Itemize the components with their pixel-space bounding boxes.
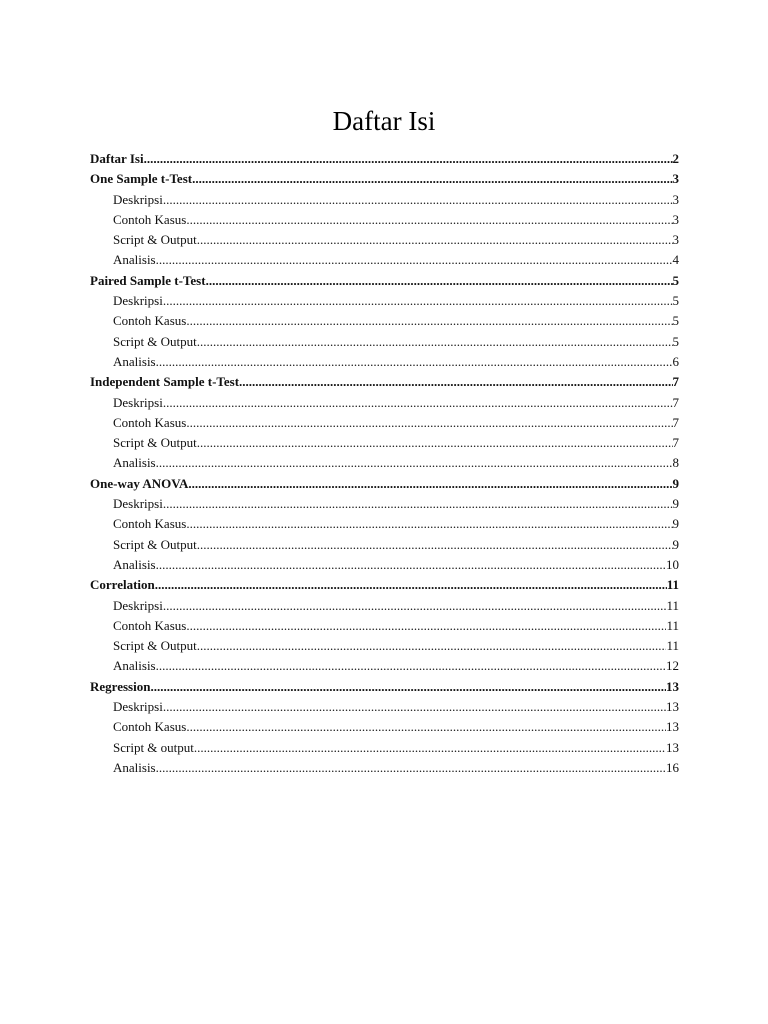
toc-entry-label: Contoh Kasus: [113, 617, 187, 633]
table-of-contents: [90, 149, 679, 778]
toc-subentry[interactable]: [90, 616, 679, 636]
toc-entry-label: Deskripsi: [113, 293, 163, 309]
toc-entry-page-number: 4: [672, 252, 679, 268]
toc-entry-label: Script & Output: [113, 536, 197, 552]
toc-entry-label: Deskripsi: [113, 597, 163, 613]
toc-subentry[interactable]: [90, 352, 679, 372]
toc-subentry[interactable]: [90, 656, 679, 676]
toc-dot-leader: [197, 433, 673, 453]
toc-heading-entry[interactable]: [90, 677, 679, 697]
toc-entry-page-number: 3: [672, 171, 679, 187]
toc-entry-page-number: 6: [672, 353, 679, 369]
page-title: Daftar Isi: [332, 106, 436, 136]
toc-dot-leader: [197, 230, 673, 250]
toc-dot-leader: [197, 636, 667, 656]
toc-dot-leader: [186, 514, 672, 534]
toc-heading-entry[interactable]: [90, 149, 679, 169]
toc-entry-label: Paired Sample t-Test: [90, 272, 206, 288]
toc-subentry[interactable]: [90, 413, 679, 433]
toc-entry-label: Analisis: [113, 252, 156, 268]
toc-entry-page-number: 5: [672, 293, 679, 309]
toc-entry-page-number: 9: [672, 516, 679, 532]
toc-dot-leader: [163, 393, 673, 413]
toc-entry-page-number: 9: [672, 496, 679, 512]
toc-entry-label: Analisis: [113, 759, 156, 775]
toc-subentry[interactable]: [90, 453, 679, 473]
toc-dot-leader: [186, 210, 672, 230]
toc-entry-page-number: 3: [672, 211, 679, 227]
toc-subentry[interactable]: [90, 555, 679, 575]
toc-subentry[interactable]: [90, 433, 679, 453]
toc-subentry[interactable]: [90, 758, 679, 778]
toc-entry-page-number: 13: [666, 678, 679, 694]
toc-dot-leader: [144, 149, 673, 169]
toc-heading-entry[interactable]: [90, 271, 679, 291]
toc-dot-leader: [206, 271, 673, 291]
toc-subentry[interactable]: [90, 494, 679, 514]
toc-entry-label: Script & output: [113, 739, 194, 755]
toc-subentry[interactable]: [90, 190, 679, 210]
toc-entry-label: Analisis: [113, 556, 156, 572]
toc-entry-label: Deskripsi: [113, 699, 163, 715]
toc-entry-label: Deskripsi: [113, 191, 163, 207]
toc-entry-page-number: 11: [666, 617, 679, 633]
toc-entry-label: Regression: [90, 678, 151, 694]
toc-dot-leader: [163, 596, 667, 616]
toc-dot-leader: [163, 291, 673, 311]
toc-dot-leader: [239, 372, 672, 392]
toc-entry-label: Deskripsi: [113, 394, 163, 410]
toc-entry-label: Contoh Kasus: [113, 719, 187, 735]
toc-dot-leader: [156, 352, 673, 372]
toc-dot-leader: [197, 332, 673, 352]
toc-entry-label: One Sample t-Test: [90, 171, 193, 187]
toc-dot-leader: [156, 758, 666, 778]
toc-entry-label: Contoh Kasus: [113, 414, 187, 430]
toc-dot-leader: [155, 575, 667, 595]
toc-dot-leader: [186, 616, 666, 636]
toc-subentry[interactable]: [90, 596, 679, 616]
toc-entry-label: Contoh Kasus: [113, 313, 187, 329]
toc-heading-entry[interactable]: [90, 575, 679, 595]
toc-dot-leader: [188, 474, 672, 494]
toc-subentry[interactable]: [90, 738, 679, 758]
toc-subentry[interactable]: [90, 393, 679, 413]
toc-entry-page-number: 10: [666, 556, 679, 572]
toc-dot-leader: [186, 311, 672, 331]
toc-subentry[interactable]: [90, 717, 679, 737]
toc-subentry[interactable]: [90, 535, 679, 555]
toc-entry-page-number: 9: [672, 536, 679, 552]
toc-entry-page-number: 8: [672, 455, 679, 471]
toc-subentry[interactable]: [90, 291, 679, 311]
toc-subentry[interactable]: [90, 230, 679, 250]
toc-dot-leader: [156, 250, 673, 270]
toc-entry-page-number: 3: [672, 232, 679, 248]
toc-entry-label: One-way ANOVA: [90, 475, 189, 491]
toc-subentry[interactable]: [90, 210, 679, 230]
toc-dot-leader: [186, 413, 672, 433]
toc-dot-leader: [197, 535, 673, 555]
toc-dot-leader: [163, 190, 673, 210]
toc-subentry[interactable]: [90, 636, 679, 656]
toc-entry-label: Analisis: [113, 658, 156, 674]
toc-entry-label: Script & Output: [113, 638, 197, 654]
toc-entry-label: Deskripsi: [113, 496, 163, 512]
toc-entry-page-number: 13: [666, 699, 679, 715]
toc-entry-page-number: 7: [672, 435, 679, 451]
toc-dot-leader: [192, 169, 672, 189]
toc-dot-leader: [156, 555, 666, 575]
toc-entry-page-number: 5: [672, 313, 679, 329]
toc-subentry[interactable]: [90, 514, 679, 534]
toc-entry-page-number: 13: [666, 739, 679, 755]
toc-entry-page-number: 11: [666, 577, 679, 593]
toc-entry-label: Script & Output: [113, 333, 197, 349]
toc-entry-page-number: 16: [666, 759, 679, 775]
toc-entry-label: Contoh Kasus: [113, 211, 187, 227]
toc-entry-page-number: 12: [666, 658, 679, 674]
toc-entry-label: Analisis: [113, 455, 156, 471]
toc-entry-page-number: 5: [672, 333, 679, 349]
toc-entry-page-number: 7: [672, 374, 679, 390]
toc-subentry[interactable]: [90, 250, 679, 270]
toc-entry-page-number: 13: [666, 719, 679, 735]
toc-dot-leader: [156, 656, 666, 676]
toc-entry-label: Independent Sample t-Test: [90, 374, 240, 390]
toc-entry-page-number: 7: [672, 394, 679, 410]
toc-subentry[interactable]: [90, 697, 679, 717]
toc-dot-leader: [156, 453, 673, 473]
toc-subentry[interactable]: [90, 332, 679, 352]
toc-entry-label: Correlation: [90, 577, 155, 593]
toc-entry-label: Analisis: [113, 353, 156, 369]
toc-dot-leader: [194, 738, 666, 758]
toc-heading-entry[interactable]: [90, 474, 679, 494]
toc-heading-entry[interactable]: [90, 372, 679, 392]
toc-entry-page-number: 5: [672, 272, 679, 288]
toc-entry-label: Daftar Isi: [90, 151, 144, 166]
toc-heading-entry[interactable]: [90, 169, 679, 189]
toc-entry-page-number: 2: [672, 151, 679, 166]
toc-entry-label: Script & Output: [113, 232, 197, 248]
toc-entry-page-number: 11: [666, 638, 679, 654]
toc-entry-label: Script & Output: [113, 435, 197, 451]
toc-dot-leader: [163, 494, 673, 514]
toc-subentry[interactable]: [90, 311, 679, 331]
toc-dot-leader: [150, 677, 666, 697]
toc-entry-page-number: 3: [672, 191, 679, 207]
toc-entry-page-number: 11: [666, 597, 679, 613]
toc-entry-page-number: 9: [672, 475, 679, 491]
toc-dot-leader: [163, 697, 666, 717]
toc-dot-leader: [186, 717, 666, 737]
toc-entry-label: Contoh Kasus: [113, 516, 187, 532]
toc-entry-page-number: 7: [672, 414, 679, 430]
